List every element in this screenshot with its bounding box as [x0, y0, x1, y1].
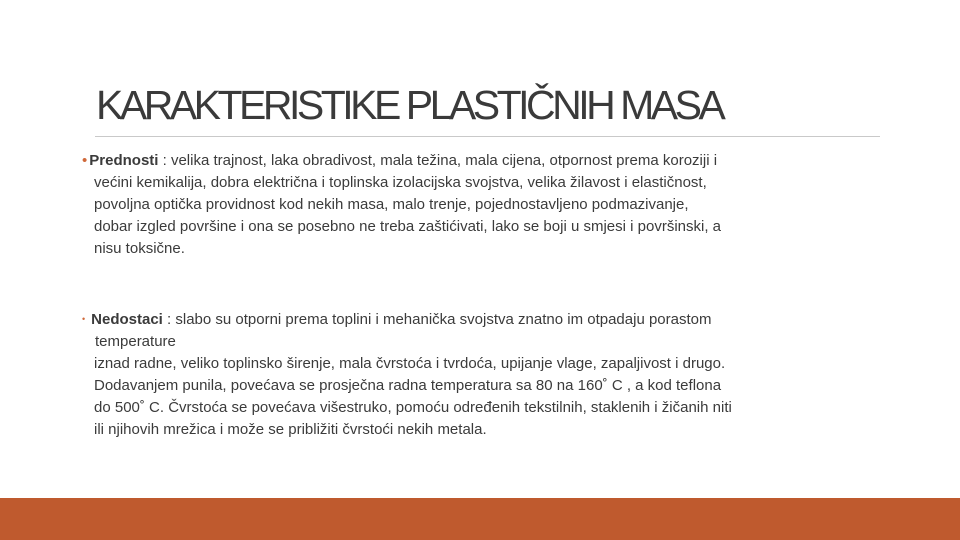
advantages-text-1: : velika trajnost, laka obradivost, mala težina, mala cijena, otpornost prema koroziji i — [158, 152, 718, 169]
disadvantages-bullet — [82, 308, 882, 441]
disadvantages-line-1 — [82, 308, 882, 331]
advantages-line-3: povoljna optička providnost kod nekih masa, malo trenje, pojednostavljeno podmazivanje, — [94, 196, 689, 213]
disadvantages-line-5: do 500˚ C. Čvrstoća se povećava višestruko, pomoću određenih tekstilnih, staklenih i žičanih niti — [94, 399, 732, 416]
slide-title: KARAKTERISTIKE PLASTIČNIH MASA — [96, 82, 723, 128]
disadvantages-line-2: temperature — [95, 333, 176, 350]
advantages-line-1 — [82, 150, 872, 172]
advantages-line-2: većini kemikalija, dobra električna i toplinska izolacijska svojstva, velika žilavost i elastičnost, — [94, 174, 707, 191]
advantages-bullet — [82, 150, 872, 260]
advantages-line-5: nisu toksične. — [94, 240, 185, 257]
title-divider — [95, 136, 880, 137]
disadvantages-line-3: iznad radne, veliko toplinsko širenje, mala čvrstoća i tvrdoća, upijanje vlage, zapaljivost i drugo. — [94, 355, 726, 372]
disadvantages-line-4: Dodavanjem punila, povećava se prosječna radna temperatura sa 80 na 160˚ C , a kod teflona — [94, 377, 722, 394]
disadvantages-term: Nedostaci — [91, 311, 163, 328]
disadvantages-line-6: ili njihovih mrežica i može se približiti čvrstoći nekih metala. — [94, 421, 487, 438]
bullet-icon: • — [82, 314, 86, 324]
footer-bar — [0, 498, 960, 540]
bullet-icon: • — [82, 152, 88, 169]
advantages-term: Prednosti — [89, 152, 159, 169]
advantages-line-4: dobar izgled površine i ona se posebno ne treba zaštićivati, lako se boji u smjesi i površinski, a — [94, 218, 721, 235]
disadvantages-text-1: : slabo su otporni prema toplini i mehanička svojstva znatno im otpadaju porastom — [162, 311, 712, 328]
